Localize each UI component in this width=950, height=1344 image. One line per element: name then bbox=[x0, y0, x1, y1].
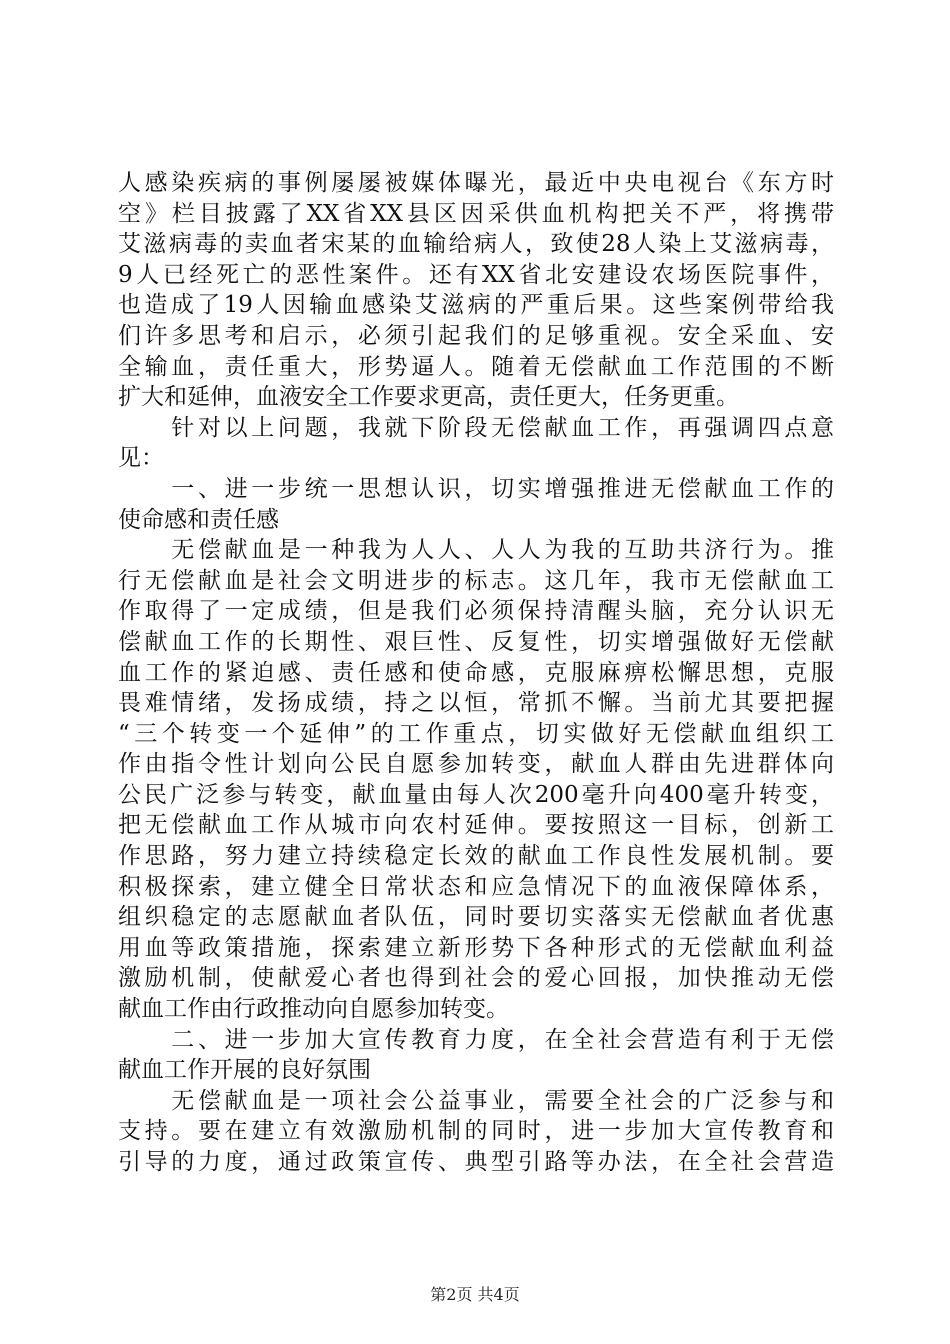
text-line: 偿献血工作的长期性、艰巨性、反复性，切实增强做好无偿献 bbox=[118, 628, 834, 655]
text-line: 也造成了19人因输血感染艾滋病的严重后果。这些案例带给我 bbox=[118, 292, 834, 319]
section-heading: 使命感和责任感 bbox=[118, 506, 279, 533]
text-line: 们许多思考和启示，必须引起我们的足够重视。安全采血、安 bbox=[118, 322, 834, 349]
section-heading: 二、进一步加大宣传教育力度，在全社会营造有利于无偿 bbox=[118, 1026, 834, 1053]
text-line: 献血工作由行政推动向自愿参加转变。 bbox=[118, 996, 509, 1023]
text-line: 行无偿献血是社会文明进步的标志。这几年，我市无偿献血工 bbox=[118, 567, 834, 594]
text-line: 作取得了一定成绩，但是我们必须保持清醒头脑，充分认识无 bbox=[118, 598, 834, 625]
text-line: 支持。要在建立有效激励机制的同时，进一步加大宣传教育和 bbox=[118, 1118, 834, 1145]
section-heading: 献血工作开展的良好氛围 bbox=[118, 1057, 371, 1084]
text-line: 作思路，努力建立持续稳定长效的献血工作良性发展机制。要 bbox=[118, 843, 834, 870]
text-line: 用血等政策措施，探索建立新形势下各种形式的无偿献血利益 bbox=[118, 934, 834, 961]
text-line: 激励机制，使献爱心者也得到社会的爱心回报，加快推动无偿 bbox=[118, 965, 834, 992]
text-line: 艾滋病毒的卖血者宋某的血输给病人，致使28人染上艾滋病毒， bbox=[118, 231, 834, 258]
text-line: 无偿献血是一种我为人人、人人为我的互助共济行为。推 bbox=[118, 537, 834, 564]
page-number: 第2页 共4页 bbox=[430, 1285, 520, 1304]
text-line: 畏难情绪，发扬成绩，持之以恒，常抓不懈。当前尤其要把握 bbox=[118, 690, 834, 717]
text-line: “三个转变一个延伸”的工作重点，切实做好无偿献血组织工 bbox=[118, 720, 834, 747]
text-line: 把无偿献血工作从城市向农村延伸。要按照这一目标，创新工 bbox=[118, 812, 834, 839]
text-line: 血工作的紧迫感、责任感和使命感，克服麻痹松懈思想，克服 bbox=[118, 659, 834, 686]
text-line: 9人已经死亡的恶性案件。还有XX省北安建设农场医院事件， bbox=[118, 261, 834, 288]
text-line: 公民广泛参与转变，献血量由每人次200毫升向400毫升转变， bbox=[118, 781, 834, 808]
text-line: 组织稳定的志愿献血者队伍，同时要切实落实无偿献血者优惠 bbox=[118, 904, 834, 931]
text-line: 作由指令性计划向公民自愿参加转变，献血人群由先进群体向 bbox=[118, 751, 834, 778]
text-line: 引导的力度，通过政策宣传、典型引路等办法，在全社会营造 bbox=[118, 1149, 834, 1175]
section-heading: 一、进一步统一思想认识，切实增强推进无偿献血工作的 bbox=[118, 475, 834, 502]
text-line: 人感染疾病的事例屡屡被媒体曝光，最近中央电视台《东方时 bbox=[118, 170, 834, 196]
text-line: 积极探索，建立健全日常状态和应急情况下的血液保障体系， bbox=[118, 873, 834, 900]
document-body bbox=[118, 168, 834, 1178]
text-line: 空》栏目披露了XX省XX县区因采供血机构把关不严，将携带 bbox=[118, 200, 834, 227]
text-line: 全输血，责任重大，形势逼人。随着无偿献血工作范围的不断 bbox=[118, 353, 834, 380]
text-line: 见： bbox=[118, 445, 164, 472]
text-line: 扩大和延伸，血液安全工作要求更高，责任更大，任务更重。 bbox=[118, 384, 739, 411]
text-line: 无偿献血是一项社会公益事业，需要全社会的广泛参与和 bbox=[118, 1087, 834, 1114]
text-line: 针对以上问题，我就下阶段无偿献血工作，再强调四点意 bbox=[118, 414, 834, 441]
